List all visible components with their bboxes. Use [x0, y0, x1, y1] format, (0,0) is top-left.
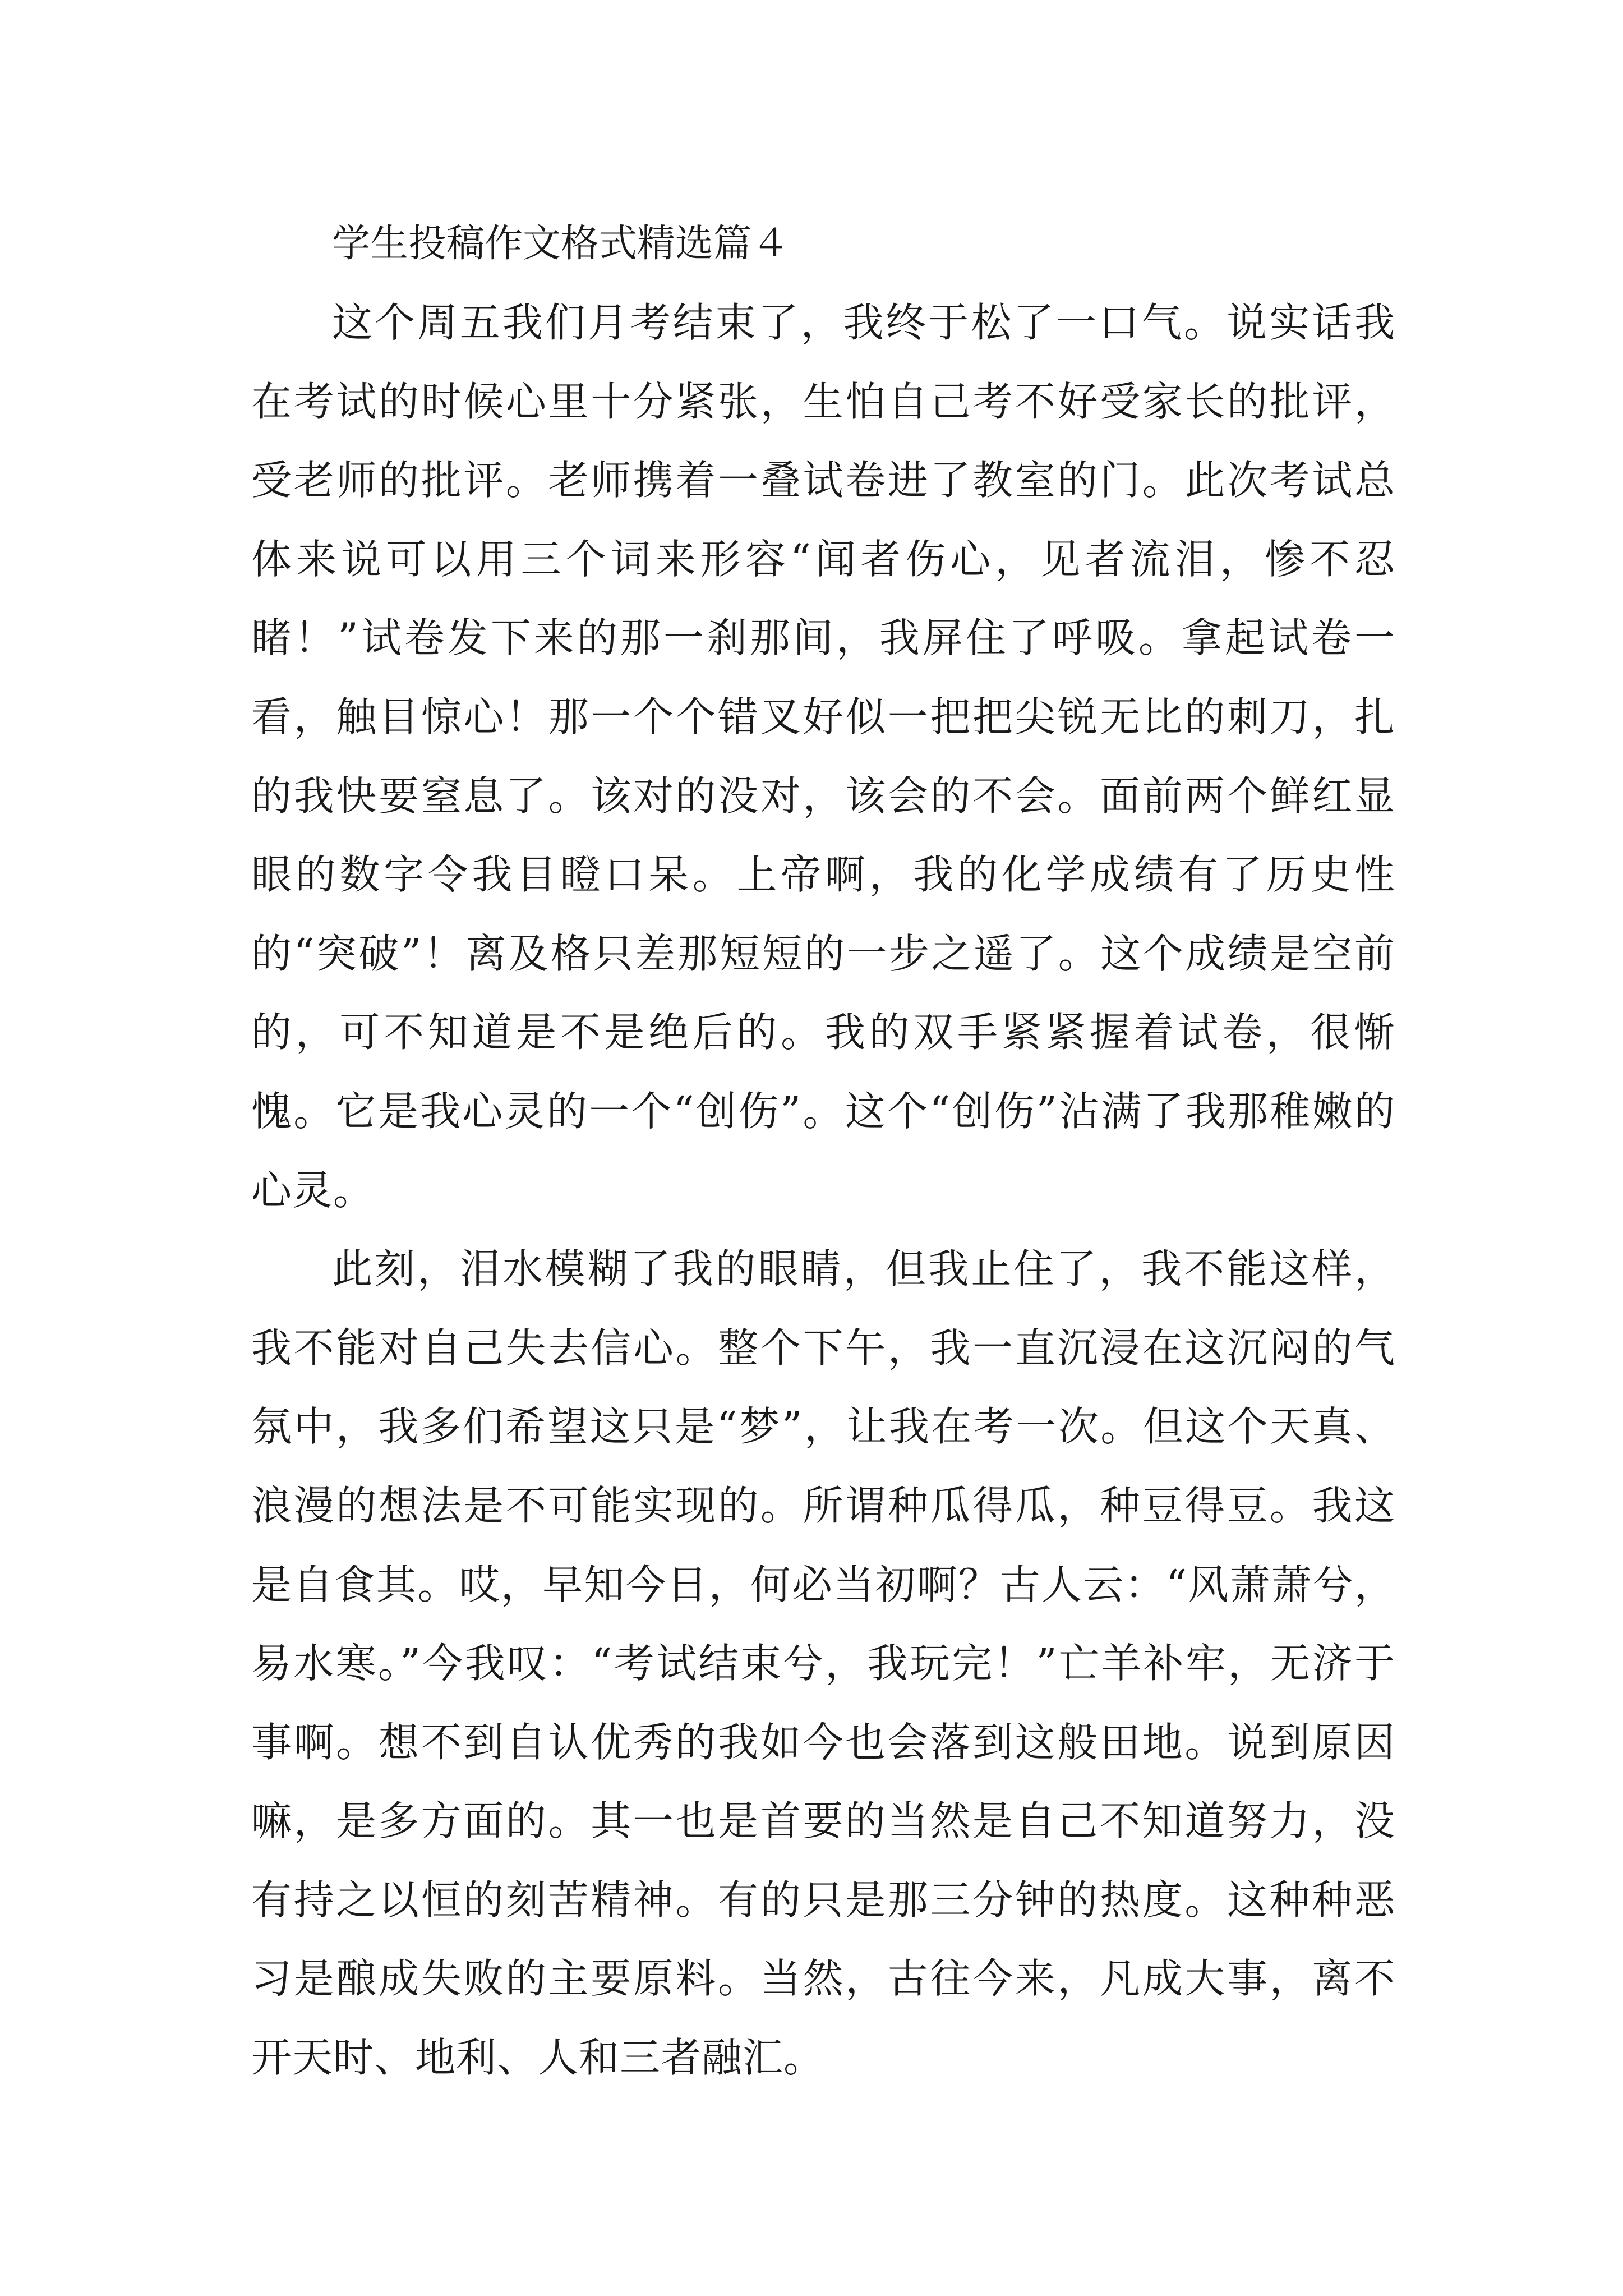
- paragraph-1: 这个周五我们月考结束了，我终于松了一口气。说实话我在考试的时候心里十分紧张，生怕自己考不好受家长的批评，受老师的批评。老师携着一叠试卷进了教室的门。此次考试总体来说可以用三个词来形容“闻者伤心，见者流泪，惨不忍睹！”试卷发下来的那一刹那间，我屏住了呼吸。拿起试卷一看，触目惊心！那一个个错叉好似一把把尖锐无比的刺刀，扎的我快要窒息了。该对的没对，该会的不会。面前两个鲜红显眼的数字令我目瞪口呆。上帝啊，我的化学成绩有了历史性的“突破”！离及格只差那短短的一步之遥了。这个成绩是空前的，可不知道是不是绝后的。我的双手紧紧握着试卷，很惭愧。它是我心灵的一个“创伤”。这个“创伤”沾满了我那稚嫩的心灵。: [251, 299, 1395, 1214]
- paragraph-2: 此刻，泪水模糊了我的眼睛，但我止住了，我不能这样，我不能对自己失去信心。整个下午，我一直沉浸在这沉闷的气氛中，我多们希望这只是“梦”，让我在考一次。但这个天真、浪漫的想法是不可能实现的。所谓种瓜得瓜，种豆得豆。我这是自食其。哎，早知今日，何必当初啊？古人云：“风萧萧兮，易水寒。”今我叹：“考试结束兮，我玩完！”亡羊补牢，无济于事啊。想不到自认优秀的我如今也会落到这般田地。说到原因嘛，是多方面的。其一也是首要的当然是自己不知道努力，没有持之以恒的刻苦精神。有的只是那三分钟的热度。这种种恶习是酿成失败的主要原料。当然，古往今来，凡成大事，离不开天时、地利、人和三者融汇。: [251, 1245, 1395, 2082]
- document-body: [251, 205, 1395, 2097]
- document-title: 学生投稿作文格式精选篇４: [332, 222, 790, 266]
